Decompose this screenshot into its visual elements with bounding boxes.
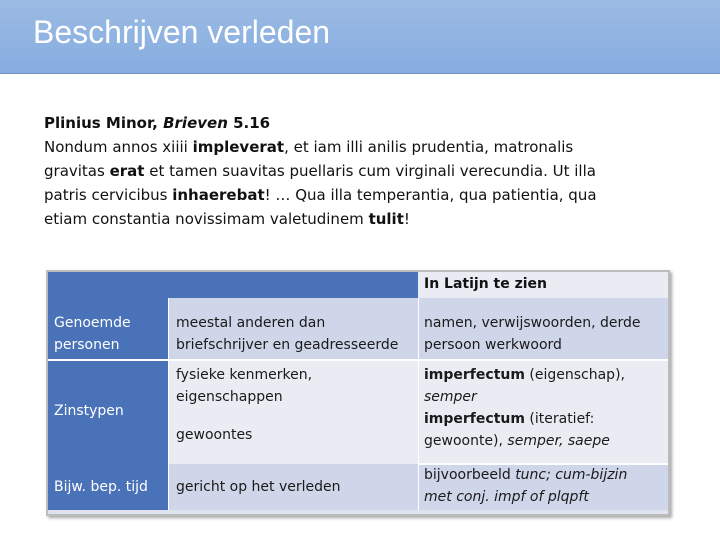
latin-adverb: semper (424, 389, 477, 405)
divider (168, 298, 169, 510)
quote-text: ! … Qua illa temperantia, qua patientia, qua (264, 186, 597, 204)
latin-term: imperfectum (424, 367, 525, 383)
slide-title: Beschrijven verleden (33, 14, 331, 50)
latin-text: (iteratief: (524, 411, 595, 427)
comparison-table (46, 270, 670, 516)
latin-example: met conj. impf of plqpft (424, 489, 589, 505)
divider (418, 463, 668, 465)
row-latin (418, 360, 668, 464)
row-label-tijd: Bijw. bep. tijd (48, 464, 168, 510)
row-description (168, 360, 418, 464)
latin-line (424, 364, 662, 386)
row-description: meestal anderen dan briefschrijver en geadresseerde (168, 298, 418, 360)
quote-line (44, 135, 684, 159)
title-bar (0, 0, 720, 74)
row-description: gericht op het verleden (168, 464, 418, 510)
quote-text: et tamen suavitas puellaris cum virginali verecundia. Ut illa (144, 162, 596, 180)
quote-text: etiam constantia novissimam valetudinem (44, 210, 369, 228)
latin-text: (eigenschap), (524, 367, 625, 383)
quote-text: ! (403, 210, 410, 228)
quote-text: Nondum annos xiiii (44, 138, 193, 156)
row-latin: namen, verwijswoorden, derde persoon werkwoord (418, 298, 668, 360)
latin-line (424, 430, 662, 452)
quote-text: , et iam illi anilis prudentia, matronalis (284, 138, 574, 156)
quote-line (44, 207, 684, 231)
quote-source (44, 111, 684, 135)
quote-ref: 5.16 (227, 114, 271, 132)
latin-text: gewoonte), (424, 433, 508, 449)
latin-text: bijvoorbeeld (424, 467, 516, 483)
row-label-zinstypen: Zinstypen (48, 360, 168, 464)
row-latin (418, 464, 668, 510)
divider (48, 359, 668, 361)
description-gewoontes: gewoontes (176, 427, 253, 443)
quote-line (44, 159, 684, 183)
latin-term: imperfectum (424, 411, 525, 427)
quote-verb: tulit (368, 210, 404, 228)
latin-line (424, 408, 662, 430)
quote-verb: erat (109, 162, 145, 180)
latin-quote (44, 111, 684, 231)
divider (418, 298, 419, 510)
quote-text: patris cervicibus (44, 186, 173, 204)
quote-text: gravitas (44, 162, 110, 180)
header-latin: In Latijn te zien (418, 272, 668, 298)
quote-author: Plinius Minor, (44, 114, 164, 132)
quote-work: Brieven (163, 114, 228, 132)
latin-example: tunc; cum-bijzin (515, 467, 628, 483)
latin-line (424, 464, 662, 486)
quote-line (44, 183, 684, 207)
quote-verb: impleverat (192, 138, 285, 156)
description-eigenschappen: fysieke kenmerken, eigenschappen (176, 367, 313, 405)
latin-adverb: semper, saepe (507, 433, 610, 449)
quote-verb: inhaerebat (172, 186, 265, 204)
row-label-personen: Genoemde personen (48, 298, 168, 360)
